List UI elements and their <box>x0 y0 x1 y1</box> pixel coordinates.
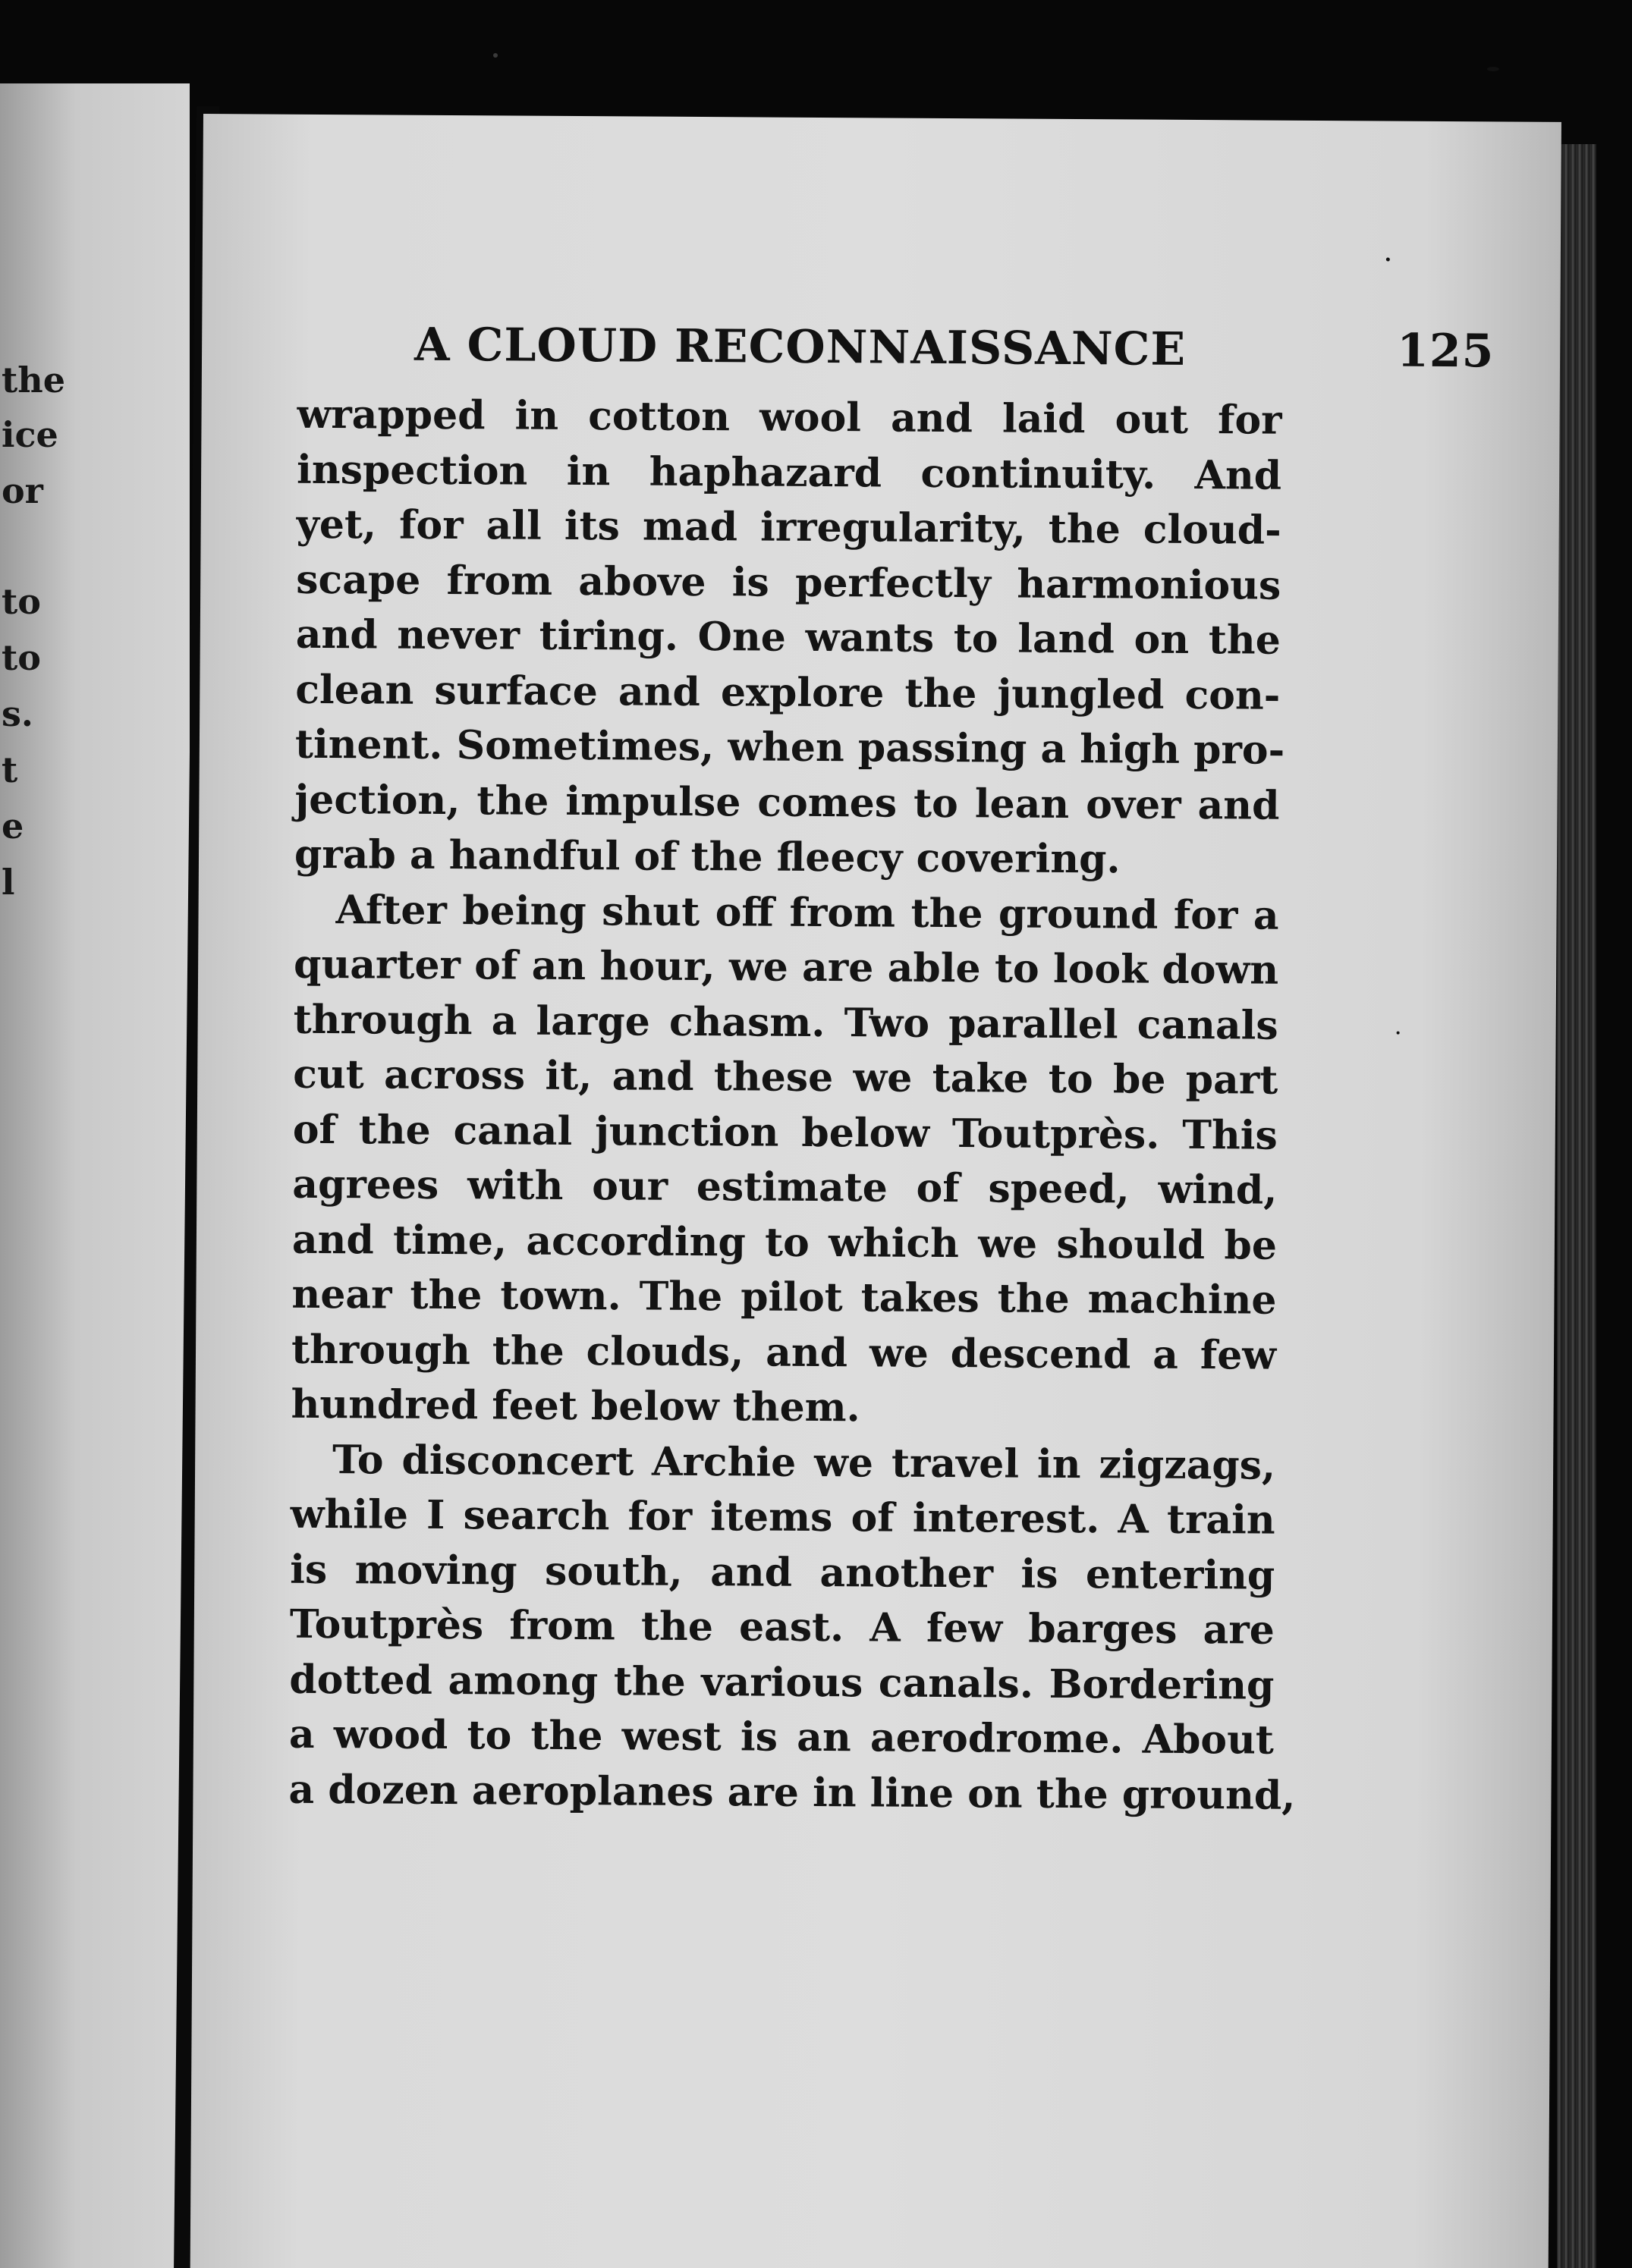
paragraph <box>294 388 1285 888</box>
left-fragment: e <box>2 806 24 847</box>
running-head-title: A CLOUD RECONNAISSANCE <box>414 318 1187 376</box>
text-line: near the town. The pilot takes the machine <box>291 1271 1277 1324</box>
text-line: cut across it, and these we take to be part <box>293 1051 1278 1104</box>
scan-speck <box>1386 258 1390 262</box>
scan-speck <box>1487 67 1499 71</box>
text-line: Toutprès from the east. A few barges are <box>289 1600 1275 1654</box>
text-line: After being shut off from the ground for a <box>335 886 1279 939</box>
body-text <box>288 388 1296 1824</box>
text-line: is moving south, and another is entering <box>290 1546 1275 1599</box>
book-page <box>190 114 1561 2268</box>
left-fragment: t <box>2 749 18 790</box>
left-fragment: l <box>2 862 15 903</box>
text-line: To disconcert Archie we travel in zigzags, <box>332 1436 1276 1489</box>
page-number: 125 <box>1396 324 1495 379</box>
text-line: clean surface and explore the jungled con- <box>295 666 1281 719</box>
left-page-edge <box>0 83 190 2268</box>
text-line: quarter of an hour, we are able to look down <box>293 941 1279 994</box>
text-line: through the clouds, and we descend a few <box>291 1326 1277 1379</box>
text-line: tinent. Sometimes, when passing a high pro- <box>294 721 1285 774</box>
text-line: through a large chasm. Two parallel canals <box>293 996 1278 1049</box>
text-line: jection, the impulse comes to lean over and <box>294 776 1280 829</box>
left-fragment: ice <box>2 414 58 455</box>
left-page-text-fragments <box>0 83 190 2268</box>
left-fragment: the <box>2 360 65 401</box>
left-fragment: to <box>2 581 41 622</box>
left-fragment: s. <box>2 693 33 734</box>
text-line: while I search for items of interest. A train <box>290 1491 1275 1544</box>
paragraph <box>288 1432 1296 1823</box>
left-fragment: to <box>2 637 41 678</box>
text-line: agrees with our estimate of speed, wind, <box>292 1161 1278 1214</box>
text-line: dotted among the various canals. Bordering <box>289 1656 1275 1709</box>
running-head <box>414 318 1495 379</box>
text-line: a dozen aeroplanes are in line on the ground, <box>288 1766 1296 1819</box>
page-edge-stack <box>1557 144 1596 2268</box>
text-line: yet, for all its mad irregularity, the cloud- <box>296 501 1281 554</box>
text-line: of the canal junction below Toutprès. This <box>292 1106 1278 1159</box>
text-line: hundred feet below them. <box>291 1381 860 1431</box>
text-line: and time, according to which we should be <box>291 1216 1278 1269</box>
text-line: inspection in haphazard continuity. And <box>296 446 1282 499</box>
text-line: wrapped in cotton wool and laid out for <box>297 391 1282 444</box>
text-line: grab a handful of the fleecy covering. <box>294 831 1121 883</box>
scan-speck <box>493 53 498 58</box>
text-line: and never tiring. One wants to land on the <box>295 611 1281 664</box>
text-line: a wood to the west is an aerodrome. About <box>288 1710 1275 1764</box>
text-line: scape from above is perfectly harmonious <box>296 556 1281 609</box>
scan-speck <box>1397 1032 1400 1035</box>
paragraph <box>291 882 1278 1438</box>
left-fragment: or <box>2 470 43 511</box>
